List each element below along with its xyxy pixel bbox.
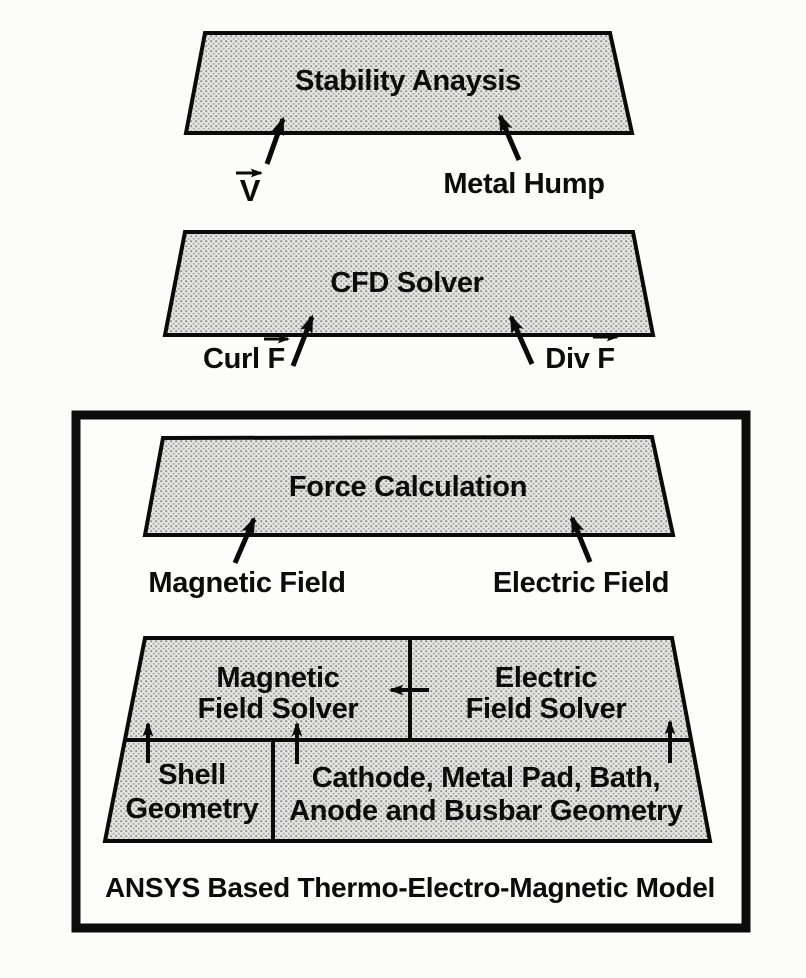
electric-solver-line1: Electric (494, 662, 598, 694)
velocity-vector-label: V (239, 173, 261, 208)
metal-hump-label: Metal Hump (443, 168, 605, 200)
electric-solver-line2: Field Solver (465, 693, 627, 725)
stability-analysis-title: Stability Anaysis (295, 65, 521, 97)
force-calculation-title: Force Calculation (288, 471, 528, 503)
shell-geometry-line2: Geometry (125, 793, 259, 825)
magnetic-solver-line1: Magnetic (216, 662, 340, 694)
electric-field-label: Electric Field (492, 567, 670, 599)
div-f-label: Div F (545, 343, 615, 375)
cathode-geometry-line1: Cathode, Metal Pad, Bath, (311, 762, 661, 794)
magnetic-solver-line2: Field Solver (197, 693, 359, 725)
cathode-geometry-line2: Anode and Busbar Geometry (289, 795, 683, 827)
shell-geometry-line1: Shell (158, 759, 226, 791)
curl-f-label: Curl F (203, 343, 285, 375)
ansys-model-caption: ANSYS Based Thermo-Electro-Magnetic Model (104, 872, 716, 903)
cfd-solver-title: CFD Solver (330, 267, 484, 299)
magnetic-field-label: Magnetic Field (148, 567, 346, 599)
